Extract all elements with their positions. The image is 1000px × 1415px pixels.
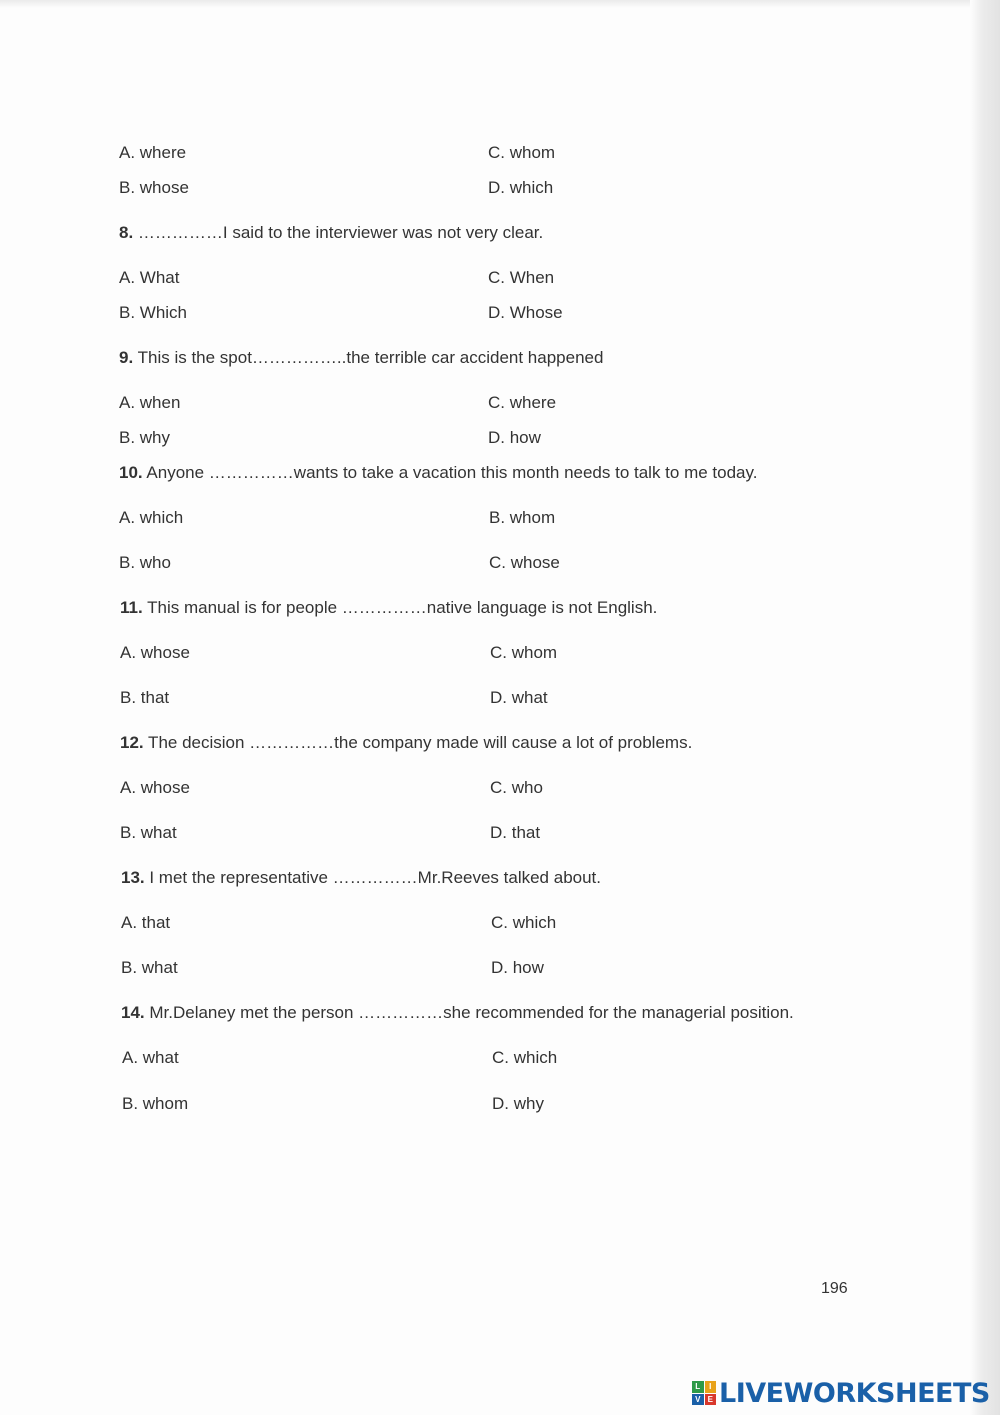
question-14 <box>121 1003 794 1023</box>
question-text: The decision ……………the company made will cause a lot of problems. <box>143 733 693 752</box>
liveworksheets-logo <box>692 1377 990 1409</box>
q10-option-d: C. whose <box>489 553 560 572</box>
question-12 <box>120 733 692 753</box>
q14-option-c: C. which <box>492 1048 558 1067</box>
question-text: Anyone ……………wants to take a vacation this month needs to talk to me today. <box>142 463 758 482</box>
liveworksheets-wordmark: LIVEWORKSHEETS <box>719 1377 990 1409</box>
q9-option-d: D. how <box>488 428 541 447</box>
page-number: 196 <box>821 1280 848 1297</box>
logo-mark-cell: L <box>692 1381 704 1393</box>
logo-mark-cell: I <box>705 1381 717 1393</box>
question-13 <box>121 868 601 888</box>
q7-option-c: C. whom <box>488 143 556 162</box>
q10-option-c: B. whom <box>489 508 556 527</box>
question-number: 14. <box>121 1003 145 1022</box>
question-number: 12. <box>120 733 144 752</box>
logo-mark-cell: E <box>705 1394 717 1406</box>
question-text: This manual is for people ……………native language is not English. <box>142 598 658 617</box>
question-number: 10. <box>119 463 143 482</box>
question-text: Mr.Delaney met the person ……………she recommended for the managerial position. <box>144 1003 794 1022</box>
q13-option-c: C. which <box>491 913 557 932</box>
q14-option-a: A. what <box>122 1048 179 1067</box>
question-number: 9. <box>119 348 134 367</box>
q8-option-a: A. What <box>119 268 180 287</box>
q13-option-d: D. how <box>491 958 544 977</box>
q14-option-d: D. why <box>492 1094 544 1113</box>
q8-option-d: D. Whose <box>488 303 563 322</box>
question-text: This is the spot……………..the terrible car accident happened <box>133 348 604 367</box>
q8-option-b: B. Which <box>119 303 188 322</box>
q11-option-c: C. whom <box>490 643 558 662</box>
liveworksheets-mark-icon <box>692 1381 716 1405</box>
q11-option-d: D. what <box>490 688 548 707</box>
scan-right-edge <box>970 0 1000 1415</box>
question-10 <box>119 463 757 483</box>
q12-option-d: D. that <box>490 823 541 842</box>
q8-option-c: C. When <box>488 268 555 287</box>
question-number: 11. <box>120 598 143 617</box>
q14-option-b: B. whom <box>122 1094 189 1113</box>
scan-top-edge <box>0 0 1000 8</box>
q7-option-d: D. which <box>488 178 554 197</box>
q9-option-b: B. why <box>119 428 171 447</box>
question-text: ……………I said to the interviewer was not very clear. <box>133 223 544 242</box>
question-text: I met the representative ……………Mr.Reeves talked about. <box>144 868 602 887</box>
q13-option-a: A. that <box>121 913 171 932</box>
q11-option-b: B. that <box>120 688 170 707</box>
q12-option-b: B. what <box>120 823 177 842</box>
q7-option-b: B. whose <box>119 178 189 197</box>
q12-option-c: C. who <box>490 778 543 797</box>
q9-option-a: A. when <box>119 393 181 412</box>
question-11 <box>120 598 657 618</box>
q11-option-a: A. whose <box>120 643 190 662</box>
q10-option-b: B. who <box>119 553 171 572</box>
question-number: 8. <box>119 223 134 242</box>
question-8 <box>119 223 543 243</box>
q7-option-a: A. where <box>119 143 187 162</box>
q10-option-a: A. which <box>119 508 184 527</box>
q13-option-b: B. what <box>121 958 178 977</box>
q9-option-c: C. where <box>488 393 557 412</box>
q12-option-a: A. whose <box>120 778 190 797</box>
question-number: 13. <box>121 868 145 887</box>
question-9 <box>119 348 603 368</box>
logo-mark-cell: V <box>692 1394 704 1406</box>
